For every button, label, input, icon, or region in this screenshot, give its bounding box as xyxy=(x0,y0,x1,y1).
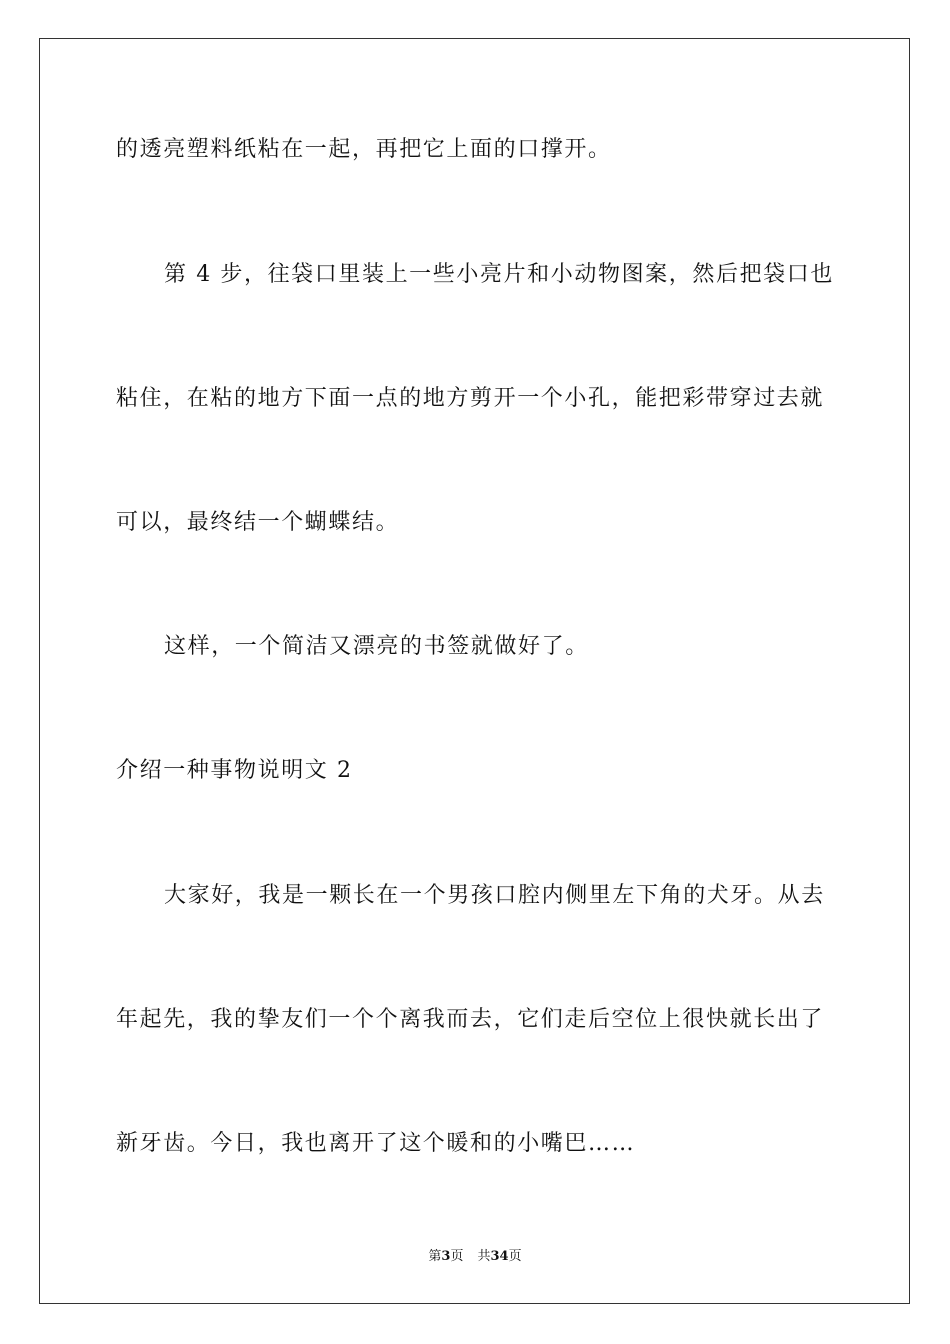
section-heading: 介绍一种事物说明文 2 xyxy=(116,758,353,783)
footer-page-suffix: 页 xyxy=(450,1249,464,1264)
paragraph-line: 年起先，我的挚友们一个个离我而去，它们走后空位上很快就长出了 xyxy=(116,1007,825,1032)
page-footer xyxy=(0,1248,950,1266)
footer-total-pages: 34 xyxy=(490,1249,509,1264)
paragraph-line: 粘住，在粘的地方下面一点的地方剪开一个小孔，能把彩带穿过去就 xyxy=(116,386,825,411)
paragraph-line: 可以，最终结一个蝴蝶结。 xyxy=(116,510,400,535)
footer-page-prefix: 第 xyxy=(428,1249,442,1264)
footer-total-prefix: 共 xyxy=(477,1249,491,1264)
paragraph-line: 新牙齿。今日，我也离开了这个暖和的小嘴巴…… xyxy=(116,1131,636,1156)
paragraph-line: 大家好，我是一颗长在一个男孩口腔内侧里左下角的犬牙。从去 xyxy=(164,883,825,908)
footer-page-number: 3 xyxy=(441,1249,451,1264)
footer-total-suffix: 页 xyxy=(508,1249,522,1264)
paragraph-line: 的透亮塑料纸粘在一起，再把它上面的口撑开。 xyxy=(116,137,612,162)
paragraph-line: 第 4 步，往袋口里装上一些小亮片和小动物图案，然后把袋口也 xyxy=(164,262,834,287)
page-border xyxy=(39,38,910,1304)
paragraph-line: 这样，一个简洁又漂亮的书签就做好了。 xyxy=(164,634,589,659)
